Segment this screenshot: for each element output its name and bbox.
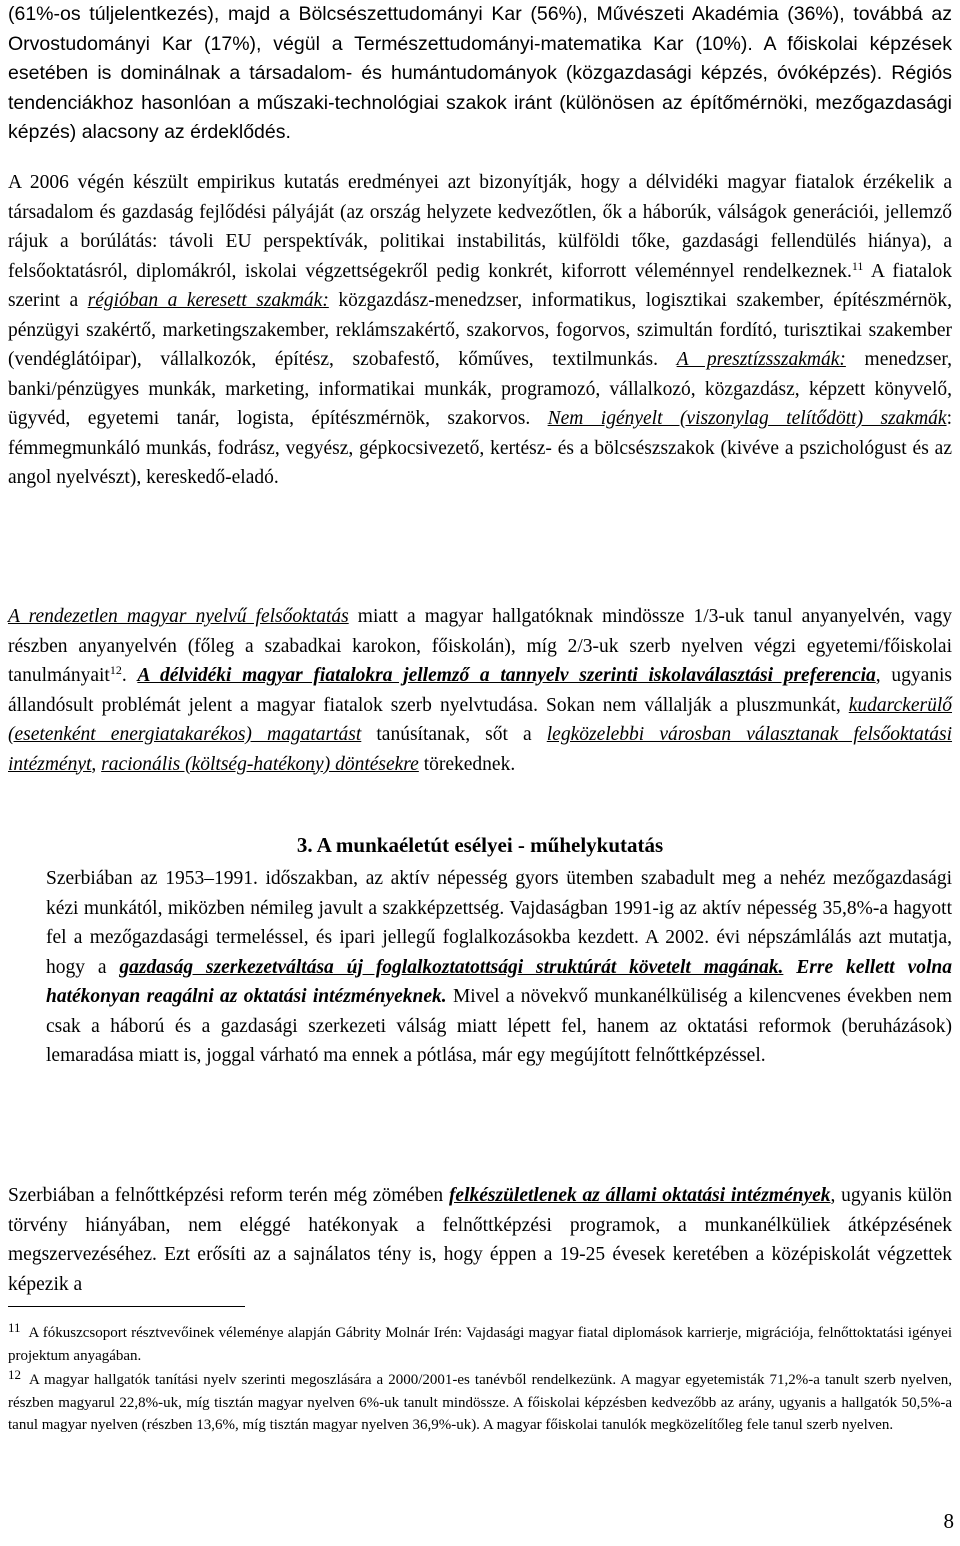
footnote-text: A magyar hallgatók tanítási nyelv szerinti megoszlására a 2000/2001-es tanévből rendelkezünk. A magyar egyetemisták 71,2%-a tanult szerb nyelven, részben magyarul 22,8%-uk, míg tisztán magyar nyelven 6%-uk tanult mindössze. A főiskolai képzésben kedvezőbb az arány, ugyanis a hallgatók 50,5%-a tanul magyar nyelven (részben 13,6%, míg tisztán magyar nyelven 36,9%-uk). A magyar főiskolai tanulók megközelítőleg fele tanul szerb nyelven. (8, 1372, 952, 1433)
emphasis-failure-avoiding: kudarckerülő (esetenként energiatakarékos) magatartást (8, 694, 952, 745)
page-number: 8 (943, 1509, 954, 1533)
text-span: tanúsítanak, sőt a (361, 724, 547, 745)
paragraph-enrollment: (61%-os túljelentkezés), majd a Bölcsészettudományi Kar (56%), Művészeti Akadémia (36%), továbbá az Orvostudományi Kar (17%), végül a Természettudományi-matematika Kar (10%). A főiskolai képzések esetében is dominálnak a társadalom- és humántudományok (közgazdasági képzés, óvóképzés). Régiós tendenciákhoz hasonlóan a műszaki-technológiai szakok iránt (különösen az építőmérnöki, mezőgazdasági képzés) alacsony az érdeklődés. (8, 3, 952, 143)
footnote-ref-12[interactable]: 12 (109, 663, 122, 677)
emphasis-unprepared-institutions: felkészületlenek az állami oktatási intézmények (448, 1185, 831, 1206)
text-span: menedzser, banki/pénzügyes munkák, marketing, informatikai munkák, programozó, vállalkozó, közgazdász, képzett könyvelő, ügyvéd, egyetemi tanár, logista, építészmérnök, szakorvos. (8, 349, 952, 429)
emphasis-saturated-professions: Nem igényelt (viszonylag telítődött) szakmák (547, 408, 947, 429)
footnote-ref-11[interactable]: 11 (851, 258, 864, 273)
text-span: A fiatalok szerint a (8, 260, 952, 311)
emphasis-higher-education: A rendezetlen magyar nyelvű felsőoktatás (8, 606, 349, 627)
footnote-separator (8, 1306, 245, 1307)
footnote-number: 11 (8, 1320, 21, 1335)
text-span: . (121, 665, 138, 686)
footnote-text: A fókuszcsoport résztvevőinek véleménye alapján Gábrity Molnár Irén: Vajdasági magyar fiatal diplomások karrierje, migrációja, felnőttoktatási igényei projektum anyagában. (8, 1325, 952, 1364)
emphasis-prestige-professions: A presztízsszakmák: (676, 349, 846, 370)
text-span: : fémmegmunkáló munkás, fodrász, vegyész, gépkocsivezető, kertész- és a bölcsészszakok (kivéve a pszichológust és az angol nyelvészt), kereskedő-eladó. (8, 408, 952, 488)
text-span: A 2006 végén készült empirikus kutatás eredményei azt bizonyítják, hogy a délvidéki magyar fiatalok érzékelik a társadalom és gazdaság fejlődési pályáját (az ország helyzete kedvezőtlen, ők a háborúk, válságok generációi, jellemző rájuk a borúlátás: távoli EU perspektívák, politikai instabilitás, külföldi tőke, gazdasági fellendülés hiánya), a felsőoktatásról, diplomákról, iskolai végzettségekről pedig konkrét, kiforrott véleménnyel rendelkeznek. (8, 172, 952, 282)
paragraph-language-education (8, 602, 952, 779)
footnote-number: 12 (8, 1367, 21, 1382)
emphasis-sought-professions: régióban a keresett szakmák: (87, 290, 329, 311)
emphasis-language-preference: A délvidéki magyar fiatalokra jellemző a tannyelv szerinti iskolaválasztási preferencia (137, 665, 876, 686)
text-span: , ugyanis külön törvény hiányában, nem eléggé hatékonyak a felnőttképzési programok, a munkanélküliek átképzésének megszervezéséhez. Ezt erősíti az a sajnálatos tény is, hogy éppen a 19-25 évesek keretében a középiskolát végzettek képezik a (8, 1185, 952, 1295)
paragraph-adult-education (8, 1181, 952, 1299)
section-heading: 3. A munkaéletút esélyei - műhelykutatás (296, 833, 664, 857)
text-span: közgazdász-menedzser, informatikus, logisztikai szakember, építészmérnök, pénzügyi szakértő, marketingszakember, reklámszakértő, szakorvos, fogorvos, szimultán fordító, turisztikai szakember (vendéglátóipar), vállalkozók, építész, szobafestő, kőműves, textilmunkás. (8, 290, 952, 370)
footnote-12 (8, 1364, 952, 1437)
text-span: , ugyanis állandósult problémát jelent a magyar fiatalok szerb nyelvtudása. Sokan nem vállalják a pluszmunkát, (8, 665, 952, 716)
text-span: Szerbiában a felnőttképzési reform terén még zömében (8, 1185, 449, 1206)
footnote-11 (8, 1317, 952, 1367)
text-span: miatt a magyar hallgatóknak mindössze 1/3-uk tanul anyanyelvén, vagy részben anyanyelvén (főleg a szabadkai karokon, főiskolán), míg 2/3-uk szerb nyelven végzi egyetemi/főiskolai tanulmányait (8, 606, 952, 686)
emphasis-rational-decisions: racionális (költség-hatékony) döntésekre (101, 753, 419, 775)
text-span: Mivel a növekvő munkanélküliség a kilencvenes években nem csak a háború és a gazdasági szerkezeti válság miatt lépett fel, hanem az oktatási reformok (beruházások) lemaradása miatt is, joggal várható ma ennek a pótlása, már egy megújított felnőttképzéssel. (46, 986, 952, 1066)
emphasis-nearest-city: legközelebbi városban választanak felsőoktatási intézményt (8, 724, 953, 775)
text-span: Szerbiában az 1953–1991. időszakban, az aktív népesség gyors ütemben szabadult meg a nehéz mezőgazdasági kézi munkától, miközben némileg javult a szakképzettség. Vajdaságban 1991-ig az aktív népesség 35,8%-a hagyott fel a mezőgazdasági termeléssel, és ipari jellegű foglalkozásokba kezdett. A 2002. évi népszámlálás azt mutatja, hogy a (46, 868, 952, 978)
emphasis-structural-change: gazdaság szerkezetváltása új foglalkoztatottsági struktúrát követelt magának. (119, 956, 784, 978)
text-span: törekednek. (418, 753, 516, 775)
paragraph-research-findings (8, 168, 952, 493)
emphasis-institutions: Erre kellett volna hatékonyan reagálni az oktatási intézményeknek. (46, 956, 953, 1007)
paragraph-workshop (46, 864, 952, 1071)
text-span: , (91, 753, 102, 775)
